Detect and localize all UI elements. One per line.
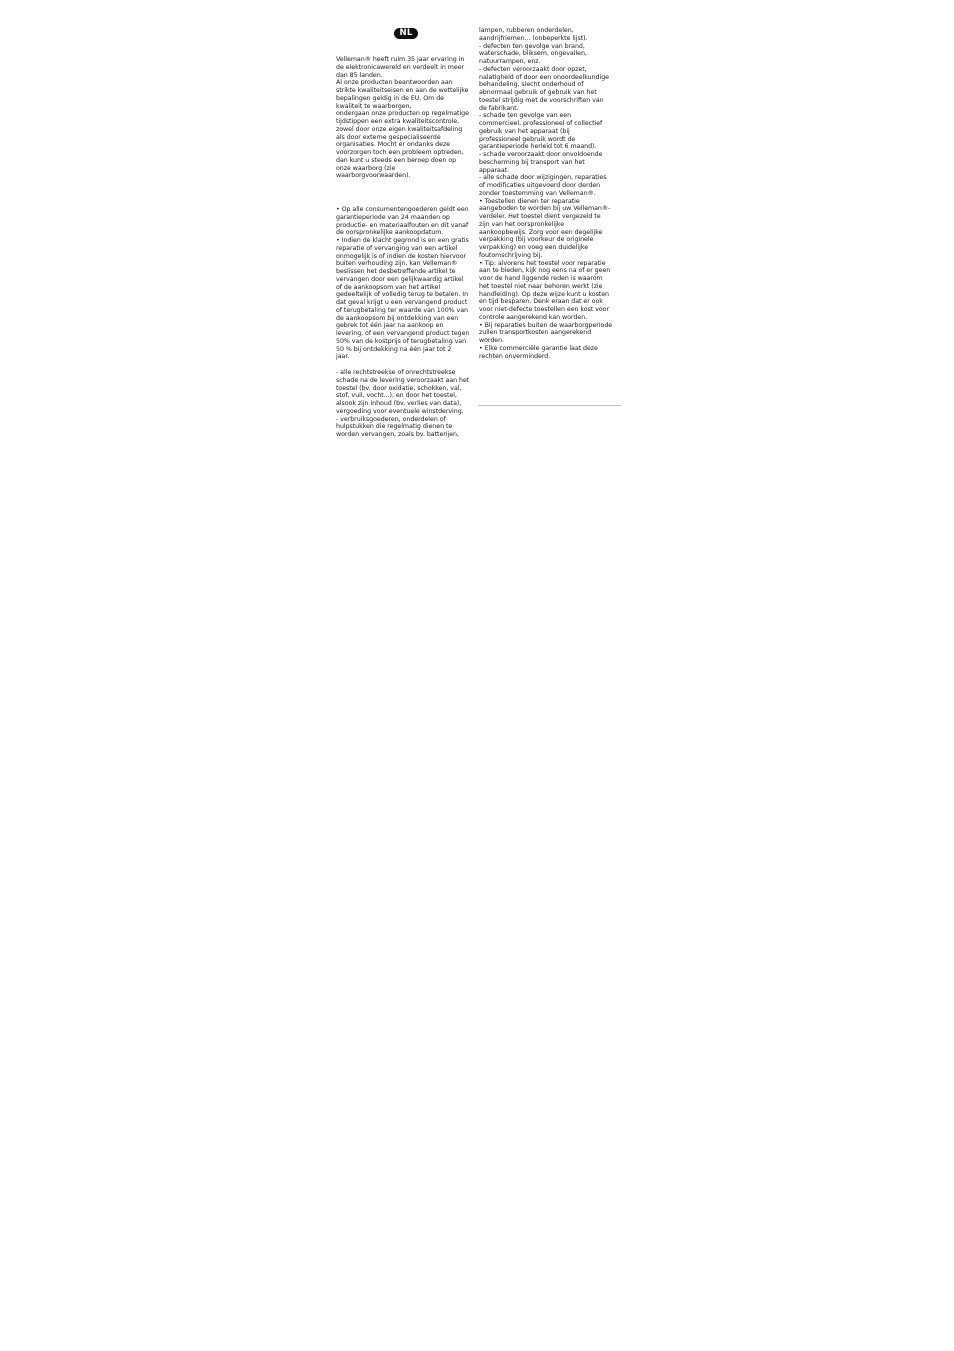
warranty-terms-section [336, 206, 478, 361]
warranty-exclusions-section [336, 369, 478, 439]
section-divider [478, 405, 621, 406]
warranty-exclusions-paragraph: - alle rechtstreekse of onrechtstreekse schade na de levering veroorzaakt aan het toestel (bv. door oxidatie, schokken, val, stof, vuil, vocht...), en door het toestel, alsook zijn inhoud (bv. verlies van data), vergoeding voor eventuele winstderving. - verbruiksgoederen, onderdelen of hulpstukken die regelmatig dienen te worden vervangen, zoals bv. batterijen, [336, 369, 470, 438]
intro-paragraph: Velleman® heeft ruim 35 jaar ervaring in de elektronicawereld en verdeelt in meer dan 85 landen. Al onze producten beantwoorden aan strikte kwaliteitseisen en aan de wettelijke bepalingen geldig in de EU. Om de kwaliteit te waarborgen, ondergaan onze producten op regelmatige tijdstippen een extra kwaliteitscontrole, zowel door onze eigen kwaliteitsafdeling als door externe gespecialiseerde organisaties. Mocht er ondanks deze voorzorgen toch een probleem optreden, dan kunt u steeds een beroep doen op onze waarborg (zie waarborgvoorwaarden). [336, 56, 469, 180]
intro-section [336, 56, 478, 180]
warranty-exclusions-continued-paragraph: lampen, rubberen onderdelen, aandrijfriemen... (onbeperkte lijst). - defecten ten gevolge van brand, waterschade, bliksem, ongevallen, natuurrampen, enz. - defecten veroorzaakt door opzet, nalatigheid of door een onoordeelkundige behandeling, slecht onderhoud of abnormaal gebruik of gebruik van het toestel strijdig met de voorschriften van de fabrikant. - schade ten gevolge van een commercieel, professioneel of collectief gebruik van het apparaat (bij professioneel gebruik wordt de garantieperiode herleid tot 6 maand). - schade veroorzaakt door onvoldoende bescherming bij transport van het apparaat. - alle schade door wijzigingen, reparaties of modificaties uitgevoerd door derden zonder toestemming van Velleman®. • Toestellen dienen ter reparatie aangeboden te worden bij uw Velleman®- verdeler. Het toestel dient vergezeld te zijn van het oorspronkelijke aankoopbewijs. Zorg voor een degelijke verpakking (bij voorkeur de originele verpakking) en voeg een duidelijke foutomschrijving bij. • Tip: alvorens het toestel voor reparatie aan te bieden, kijk nog eens na of er geen voor de hand liggende reden is waarom het toestel niet naar behoren werkt (zie handleiding). Op deze wijze kunt u kosten en tijd besparen. Denk eraan dat er ook voor niet-defecte toestellen een kost voor controle aangerekend kan worden. • Bij reparaties buiten de waarborgperiode zullen transportkosten aangerekend worden. • Elke commerciële garantie laat deze rechten onverminderd. [479, 27, 613, 360]
warranty-exclusions-continued [479, 27, 622, 360]
warranty-terms-paragraph: • Op alle consumentengoederen geldt een garantieperiode van 24 maanden op productie- en materiaalfouten en dit vanaf de oorspronkelijke aankoopdatum. • Indien de klacht gegrond is en een gratis reparatie of vervanging van een artikel onmogelijk is of indien de kosten hiervoor buiten verhouding zijn, kan Velleman® beslissen het desbetreffende artikel te vervangen door een gelijkwaardig artikel of de aankoopsom van het artikel gedeeltelijk of volledig terug te betalen. In dat geval krijgt u een vervangend product of terugbetaling ter waarde van 100% van de aankoopsom bij ontdekking van een gebrek tot één jaar na aankoop en levering, of een vervangend product tegen 50% van de kostprijs of terugbetaling van 50 % bij ontdekking na één jaar tot 2 jaar. [336, 206, 470, 361]
language-badge: NL [394, 28, 418, 39]
